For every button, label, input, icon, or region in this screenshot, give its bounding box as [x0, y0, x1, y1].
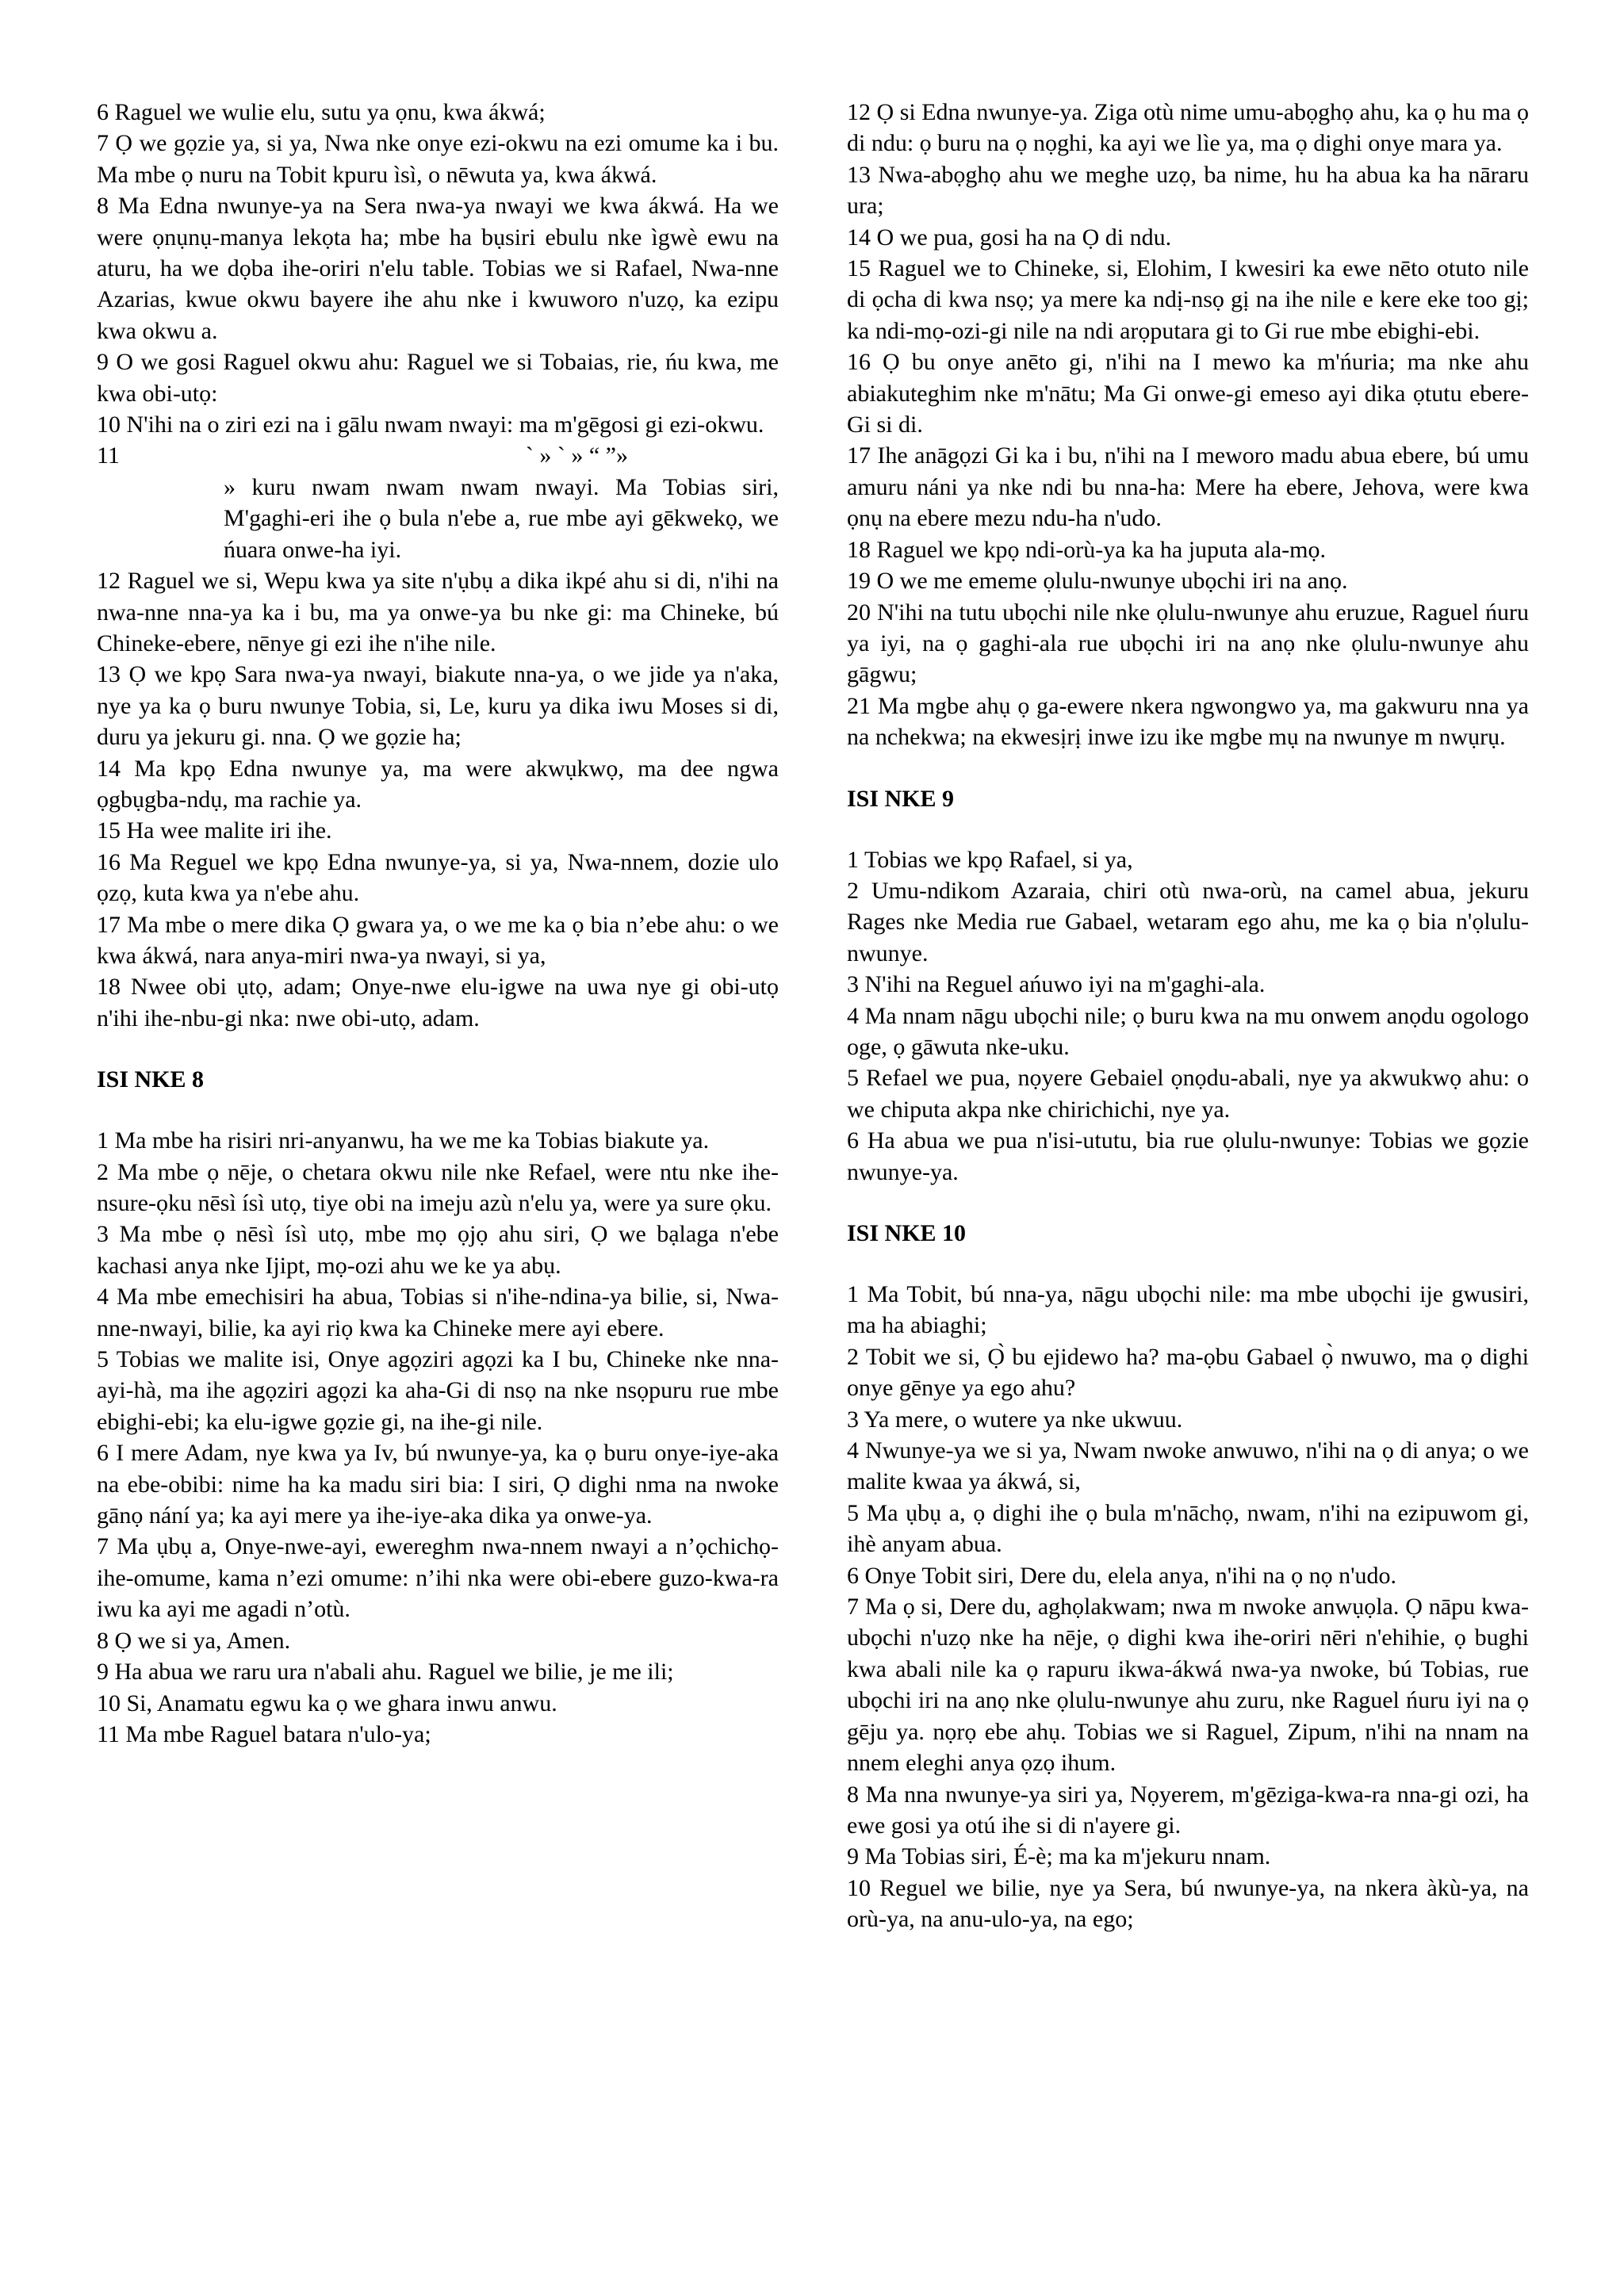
- verse-paragraph: 14 O we pua, gosi ha na Ọ di ndu.: [847, 224, 1172, 251]
- verse-paragraph: 4 Ma mbe emechisiri ha abua, Tobias si n'ihe-ndina-ya bilie, si, Nwa-nne-nwayi, bilie, ka ayi riọ kwa ka Chineke mere ayi ebere.: [97, 1284, 779, 1341]
- verse-paragraph: 5 Tobias we malite isi, Onye agọziri agọzi ka I bu, Chineke nke nna-ayi-hà, ma ihe agọziri agọzi ka aha-Gi di nsọ na nke nsọpuru rue mbe ebighi-ebi; ka elu-igwe gọzie gi, na ihe-gi nile.: [97, 1346, 779, 1435]
- verse-paragraph: 4 Ma nnam nāgu ubọchi nile; ọ buru kwa na mu onwem anọdu ogologo oge, ọ gāwuta nke-uku.: [847, 1002, 1529, 1060]
- verse-number-line: [97, 440, 779, 471]
- verse-paragraph: 6 Raguel we wulie elu, sutu ya ọnu, kwa ákwá;: [97, 99, 546, 125]
- verse-paragraph: 21 Ma mgbe ahụ ọ ga-ewere nkera ngwongwo ya, ma gakwuru nna ya na nchekwa; na ekwesịrị inwe izu ike mgbe mụ na nwunye m nwụrụ.: [847, 692, 1529, 751]
- verse-paragraph: 19 O we me ememe ọlulu-nwunye ubọchi iri na anọ.: [847, 568, 1348, 595]
- verse-paragraph: 8 Ma nna nwunye-ya siri ya, Nọyerem, m'gēziga-kwa-ra nna-gi ozi, ha ewe gosi ya otú ihe si di n'ayere gi.: [847, 1781, 1529, 1839]
- verse-paragraph: 8 Ma Edna nwunye-ya na Sera nwa-ya nwayi we kwa ákwá. Ha we were ọnụnụ-manya lekọta ha; mbe ha bụsiri ebulu nke ìgwè ewu na aturu, ha we dọba ihe-oriri n'elu table. Tobias we si Rafael, Nwa-nne Azarias, kwue okwu bayere ihe ahu nke i kwuworo n'uzọ, ka ezipu kwa okwu a.: [97, 193, 779, 344]
- verse-paragraph: 8 Ọ we si ya, Amen.: [97, 1627, 291, 1654]
- verse-paragraph: 9 Ma Tobias siri, É-è; ma ka m'jekuru nnam.: [847, 1843, 1271, 1870]
- verse-paragraph: 5 Refael we pua, nọyere Gebaiel ọnọdu-abali, nye ya akwukwọ ahu: o we chiputa akpa nke chirichichi, nye ya.: [847, 1065, 1529, 1123]
- verse-number: 11: [97, 442, 120, 469]
- verse-paragraph: 1 Tobias we kpọ Rafael, si ya,: [847, 846, 1133, 873]
- verse-paragraph: 6 Onye Tobit siri, Dere du, elela anya, n'ihi na ọ nọ n'udo.: [847, 1562, 1397, 1589]
- verse-paragraph: 10 Reguel we bilie, nye ya Sera, bú nwunye-ya, na nkera àkù-ya, na orù-ya, na anu-ulo-ya, na ego;: [847, 1874, 1529, 1933]
- verse-paragraph: 18 Raguel we kpọ ndi-orù-ya ka ha juputa ala-mọ.: [847, 536, 1326, 563]
- verse-paragraph: 7 Ma ụbụ a, Onye-nwe-ayi, ewereghm nwa-nnem nwayi a n’ọchichọ-ihe-omume, kama n’ezi omume: n’ihi nka were obi-ebere guzo-kwa-ra iwu ka ayi me agadi n’otù.: [97, 1533, 779, 1623]
- verse-paragraph: 7 Ma ọ si, Dere du, aghọlakwam; nwa m nwoke anwụọla. Ọ nāpu kwa-ubọchi n'uzọ nke ha nēje, ọ dighi kwa ihe-oriri nēri n'ehihie, ọ bughi kwa abali nile ka ọ rapuru ikwa-ákwá nwa-ya nwoke, bú Tobias, rue ubọchi iri na anọ nke ọlulu-nwunye ahu zuru, nke Raguel ńuru iyi na ọ gēju ya. nọrọ ebe ahụ. Tobias we si Raguel, Zipum, n'ihi na nnam na nnem eleghi anya ọzọ ihum.: [847, 1594, 1529, 1777]
- verse-paragraph: 2 Umu-ndikom Azaraia, chiri otù nwa-orù, na camel abua, jekuru Rages nke Media rue Gabael, wetaram ego ahu, me ka ọ bia n'ọlulu-nwunye.: [847, 877, 1529, 966]
- verse-paragraph: 7 Ọ we gọzie ya, si ya, Nwa nke onye ezi-okwu na ezi omume ka i bu. Ma mbe ọ nuru na Tobit kpuru ìsì, o nēwuta ya, kwa ákwá.: [97, 130, 779, 188]
- verse-paragraph: 9 Ha abua we raru ura n'abali ahu. Raguel we bilie, je me ili;: [97, 1659, 674, 1686]
- verse-paragraph: 6 Ha abua we pua n'isi-ututu, bia rue ọlulu-nwunye: Tobias we gọzie nwunye-ya.: [847, 1127, 1529, 1185]
- right-column: [847, 97, 1529, 1935]
- chapter-heading: ISI NKE 8: [97, 1066, 205, 1093]
- verse-paragraph: 10 Si, Anamatu egwu ka ọ we ghara inwu anwu.: [97, 1689, 557, 1716]
- verse-paragraph: 3 Ma mbe ọ nēsì ísì utọ, mbe mọ ọjọ ahu siri, Ọ we bạlaga n'ebe kachasi anya nke Ijipt, mọ-ozi ahu we ke ya abụ.: [97, 1221, 779, 1279]
- verse-paragraph: 13 Nwa-abọghọ ahu we meghe uzọ, ba nime, hu ha abua ka ha nāraru ura;: [847, 161, 1529, 220]
- verse-paragraph: 1 Ma Tobit, bú nna-ya, nāgu ubọchi nile: ma mbe ubọchi ije gwusiri, ma ha abiaghi;: [847, 1281, 1529, 1339]
- verse-paragraph: 2 Tobit we si, Ọ̀ bu ejidewo ha? ma-ọbu Gabael ọ̀ nwuwo, ma ọ dighi onye gēnye ya ego ahu?: [847, 1343, 1529, 1402]
- verse-paragraph: 12 Raguel we si, Wepu kwa ya site n'ụbụ a dika ikpé ahu si di, n'ihi na nwa-nne nna-ya ka i bu, ma ya onwe-ya bu nke gi: ma Chineke, bú Chineke-ebere, nēnye gi ezi ihe n'ihe nile.: [97, 568, 779, 656]
- verse-paragraph: 20 N'ihi na tutu ubọchi nile nke ọlulu-nwunye ahu eruzue, Raguel ńuru ya iyi, na ọ gaghi-ala rue ubọchi iri na anọ nke ọlulu-nwunye ahu gāgwu;: [847, 599, 1529, 688]
- verse-paragraph: 5 Ma ụbụ a, ọ dighi ihe ọ bula m'nāchọ, nwam, n'ihi na ezipuwom gi, ihè anyam abua.: [847, 1499, 1529, 1558]
- verse-paragraph: 18 Nwee obi ụtọ, adam; Onye-nwe elu-igwe na uwa nye gi obi-utọ n'ihi ihe-nbu-gi nka: nwe obi-utọ, adam.: [97, 974, 779, 1031]
- verse-paragraph: 16 Ọ bu onye anēto gi, n'ihi na I mewo ka m'ńuria; ma nke ahu abiakuteghim nke m'nātu; Ma Gi onwe-gi emeso ayi dika ọtutu ebere-Gi si di.: [847, 349, 1529, 438]
- verse-paragraph: 17 Ihe anāgọzi Gi ka i bu, n'ihi na I meworo madu abua ebere, bú umu amuru náni ya nke ndi bu nna-ha: Mere ha ebere, Jehova, were kwa ọnụ na ebere mezu ndu-ha n'udo.: [847, 442, 1529, 532]
- verse-marks: ` » ` » “ ”»: [525, 442, 628, 469]
- verse-paragraph: » kuru nwam nwam nwam nwayi. Ma Tobias siri, M'gaghi-eri ihe ọ bula n'ebe a, rue mbe ayi gēkwekọ, we ńuara onwe-ha iyi.: [224, 473, 779, 563]
- verse-paragraph: 1 Ma mbe ha risiri nri-anyanwu, ha we me ka Tobias biakute ya.: [97, 1127, 710, 1154]
- verse-paragraph: 14 Ma kpọ Edna nwunye ya, ma were akwụkwọ, ma dee ngwa ọgbụgba-ndụ, ma rachie ya.: [97, 755, 779, 813]
- verse-paragraph: 3 N'ihi na Reguel ańuwo iyi na m'gaghi-ala.: [847, 971, 1266, 998]
- verse-paragraph: 2 Ma mbe ọ nēje, o chetara okwu nile nke Refael, were ntu nke ihe-nsure-ọku nēsì ísì utọ, tiye obi na imeju azù n'elu ya, were ya sure ọku.: [97, 1158, 779, 1216]
- left-column: [97, 97, 779, 1750]
- chapter-heading: ISI NKE 9: [847, 785, 955, 812]
- verse-paragraph: 4 Nwunye-ya we si ya, Nwam nwoke anwuwo, n'ihi na ọ di anya; o we malite kwaa ya ákwá, si,: [847, 1437, 1529, 1495]
- verse-paragraph: 15 Ha wee malite iri ihe.: [97, 817, 332, 844]
- verse-paragraph: 15 Raguel we to Chineke, si, Elohim, I kwesiri ka ewe nēto otuto nile di ọcha di kwa nsọ; ya mere ka ndị-nsọ gị na ihe nile e kere eke too gị; ka ndi-mọ-ozi-gi nile na ndi arọputara gi to Gi rue mbe ebighi-ebi.: [847, 255, 1529, 344]
- verse-paragraph: 9 O we gosi Raguel okwu ahu: Raguel we si Tobaias, rie, ńu kwa, me kwa obi-utọ:: [97, 349, 779, 407]
- verse-paragraph: 6 I mere Adam, nye kwa ya Iv, bú nwunye-ya, ka ọ buru onye-iye-aka na ebe-obibi: nime ha ka madu siri bia: I siri, Ọ dighi nma na nwoke gānọ nání ya; ka ayi mere ya ihe-iye-aka dika ya onwe-ya.: [97, 1440, 779, 1529]
- verse-paragraph: 3 Ya mere, o wutere ya nke ukwuu.: [847, 1406, 1183, 1433]
- chapter-heading: ISI NKE 10: [847, 1220, 967, 1246]
- verse-paragraph: 13 Ọ we kpọ Sara nwa-ya nwayi, biakute nna-ya, o we jide ya n'aka, nye ya ka ọ buru nwunye Tobia, si, Le, kuru ya dika iwu Moses si di, duru ya jekuru gi. nna. Ọ we gọzie ha;: [97, 661, 779, 751]
- verse-paragraph: 11 Ma mbe Raguel batara n'ulo-ya;: [97, 1720, 431, 1747]
- verse-paragraph: 12 Ọ si Edna nwunye-ya. Ziga otù nime umu-abọghọ ahu, ka ọ hu ma ọ di ndu: ọ buru na ọ nọghi, ka ayi we lìe ya, ma ọ dighi onye mara ya.: [847, 99, 1529, 157]
- verse-paragraph: 16 Ma Reguel we kpọ Edna nwunye-ya, si ya, Nwa-nnem, dozie ulo ọzọ, kuta kwa ya n'ebe ahu.: [97, 848, 779, 907]
- verse-paragraph: 10 N'ihi na o ziri ezi na i gālu nwam nwayi: ma m'gēgosi gi ezi-okwu.: [97, 411, 764, 438]
- verse-paragraph: 17 Ma mbe o mere dika Ọ gwara ya, o we me ka ọ bia n’ebe ahu: o we kwa ákwá, nara anya-miri nwa-ya nwayi, si ya,: [97, 911, 779, 969]
